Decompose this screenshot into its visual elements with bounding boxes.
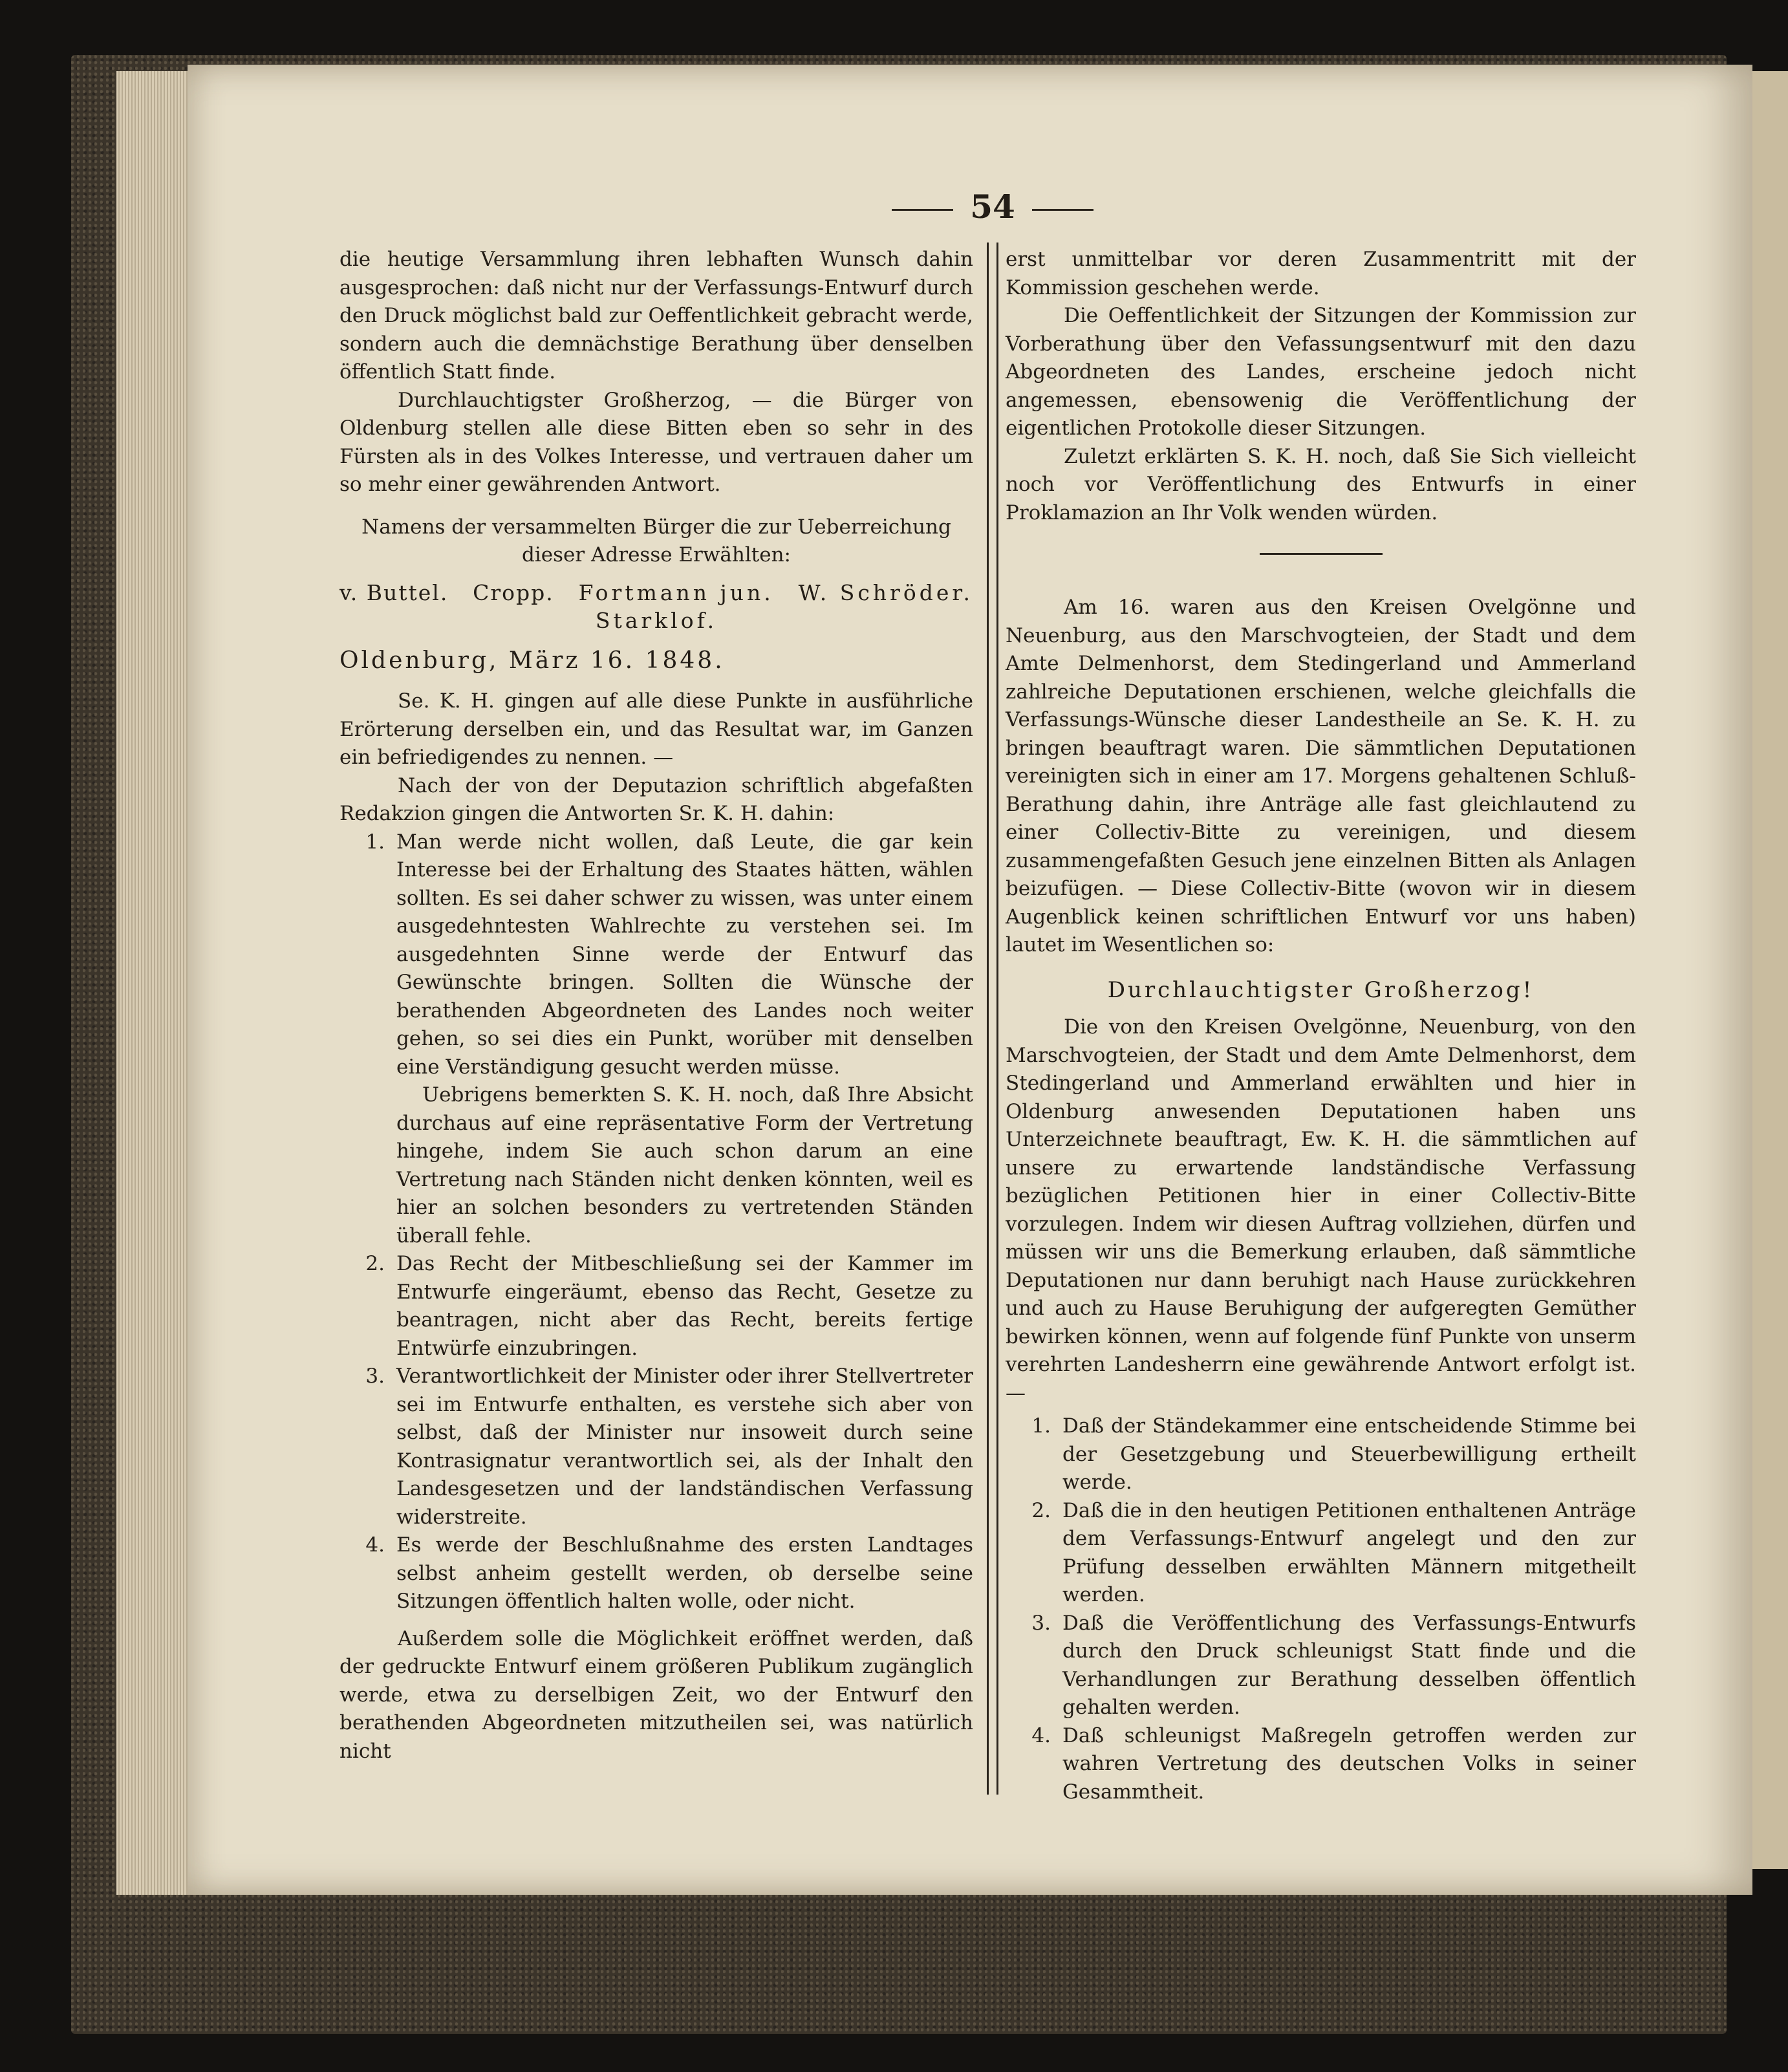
address-heading: Durchlauchtigster Großherzog!: [1107, 977, 1535, 1003]
list-item: [1006, 1412, 1636, 1497]
list-item-text: Das Recht der Mitbeschließung sei der Kammer im Entwurfe eingeräumt, ebenso das Recht, Gesetze zu beantragen, nicht aber das Recht, bereits fertige Entwürfe einzubringen.: [396, 1252, 973, 1360]
column-divider: [987, 243, 998, 1795]
right-paragraph-4: Am 16. waren aus den Kreisen Ovelgönne und Neuenburg, aus den Marschvogteien, der Stadt und dem Amte Delmenhorst, dem Stedingerland und Ammerland zahlreiche Deputationen erschienen, welche gleichfalls die Verfassungs-Wünsche dieser Landestheile an Se. K. H. zu bringen beauftragt waren. Die sämmtlichen Deputationen vereinigten sich in einer am 17. Morgens gehaltenen Schluß-Berathung dahin, ihre Anträge alle fast gleichlautend zu einer Collectiv-Bitte zu vereinigen, und diesem zusammengefaßten Gesuch jene einzelnen Bitten als Anlagen beizufügen. — Diese Collectiv-Bitte (wovon wir in diesem Augenblick keinen schriftlichen Entwurf vor uns haben) lautet im Wesentlichen so:: [1006, 596, 1636, 956]
list-item-text: Es werde der Beschlußnahme des ersten Landtages selbst anheim gestellt werden, ob derselbe seine Sitzungen öffentlich halten wolle, oder nicht.: [396, 1533, 973, 1613]
list-item: [1006, 1610, 1636, 1722]
list-item-text: Daß die Veröffentlichung des Verfassungs-Entwurfs durch den Druck schleunigst Statt finde und die Verhandlungen zur Berathung desselben öffentlich gehalten werden.: [1062, 1611, 1636, 1719]
page-number-value: 54: [970, 188, 1015, 226]
list-item: [1006, 1722, 1636, 1807]
right-paragraph-5: Die von den Kreisen Ovelgönne, Neuenburg, von den Marschvogteien, der Stadt und dem Amte Delmenhorst, dem Stedingerland und Ammerland erwählten und hier in Oldenburg anwesenden Deputationen haben uns Unterzeichnete beauftragt, Ew. K. H. die sämmtlichen auf unsere zu erwartende landständische Verfassung bezüglichen Petitionen hier in einer Collectiv-Bitte vorzulegen. Indem wir diesen Auftrag vollziehen, dürfen und müssen wir uns die Bemerkung erlauben, daß sämmtliche Deputationen nur dann beruhigt nach Hause zurückkehren und auch zu Hause Beruhigung der aufgeregten Gemüther bewirken können, wenn auf folgende fünf Punkte von unserm verehrten Landesherrn eine gewährende Antwort erfolgt ist. —: [1006, 1015, 1636, 1405]
left-paragraph-3: Se. K. H. gingen auf alle diese Punkte in ausführliche Erörterung derselben ein, und das Resultat war, im Ganzen ein befriedigendes zu nennen. —: [339, 689, 973, 769]
right-paragraph-1: erst unmittelbar vor deren Zusammentritt mit der Kommission geschehen werde.: [1006, 248, 1636, 299]
signatory-2: Cropp.: [473, 579, 554, 605]
list-item-number: 3.: [365, 1365, 385, 1388]
left-paragraph-5: Außerdem solle die Möglichkeit eröffnet werden, daß der gedruckte Entwurf einem größeren Publikum zugänglich werde, etwa zu derselbigen Zeit, wo der Entwurf den berathenden Abgeordneten mitzutheilen sei, was natürlich nicht: [339, 1626, 973, 1763]
list-item-number: 2.: [365, 1252, 385, 1275]
signatory-row: [339, 579, 973, 607]
left-column: [339, 246, 973, 1765]
signatory-1: v. Buttel.: [339, 579, 449, 605]
page-number: [857, 188, 1128, 226]
page-number-rule-right: [1032, 209, 1093, 211]
signatory-intro: Namens der versammelten Bürger die zur Ueberreichung dieser Adresse Erwählten:: [361, 515, 951, 567]
dateline: Oldenburg, März 16. 1848.: [339, 647, 725, 674]
list-item-continuation: Uebrigens bemerkten S. K. H. noch, daß Ihre Absicht durchaus auf eine repräsentative Form der Vertretung hingehe, indem Sie auch schon darum an eine Vertretung nach Ständen nicht denken könnten, weil es hier an solchen besonders zu vertretenden Ständen überall fehle.: [396, 1083, 973, 1247]
list-item: [339, 1363, 973, 1531]
left-paragraph-2: Durchlauchtigster Großherzog, — die Bürger von Oldenburg stellen alle diese Bitten eben so sehr in des Fürsten als in des Volkes Interesse, und vertrauen daher um so mehr einer gewährenden Antwort.: [339, 388, 973, 496]
list-item-number: 4.: [365, 1533, 385, 1557]
list-item-text: Daß der Ständekammer eine entscheidende Stimme bei der Gesetzgebung und Steuerbewilligung ertheilt werde.: [1062, 1414, 1636, 1494]
list-item-number: 4.: [1031, 1723, 1051, 1747]
right-paragraph-3: Zuletzt erklärten S. K. H. noch, daß Sie Sich vielleicht noch vor Veröffentlichung des Entwurfs in einer Proklamazion an Ihr Volk wenden würden.: [1006, 444, 1636, 524]
left-paragraph-1: die heutige Versammlung ihren lebhaften Wunsch dahin ausgesprochen: daß nicht nur der Verfassungs-Entwurf durch den Druck möglichst bald zur Oeffentlichkeit gebracht werde, sondern auch die demnächstige Berathung über denselben öffentlich Statt finde.: [339, 248, 973, 383]
list-item-text: Man werde nicht wollen, daß Leute, die gar kein Interesse bei der Erhaltung des Staates hätten, wählen sollten. Es sei daher schwer zu wissen, was unter einem ausgedehntesten Wahlrechte zu verstehen sei. Im ausgedehnten Sinne werde der Entwurf das Gewünschte bringen. Sollten die Wünsche der berathenden Abgeordneten des Landes noch weiter gehen, so sei dies ein Punkt, worüber mit denselben eine Verständigung gesucht werden müsse.: [396, 830, 973, 1079]
list-item-text: Verantwortlichkeit der Minister oder ihrer Stellvertreter sei im Entwurfe enthalten, es verstehe sich aber von selbst, daß der Minister nur insoweit durch seine Kontrasignatur verantwortlich sei, als der Inhalt den Landesgesetzen und der landständischen Verfassung widerstreite.: [396, 1365, 973, 1529]
list-item-number: 2.: [1031, 1498, 1051, 1522]
list-item: [339, 828, 973, 1082]
list-item-number: 3.: [1031, 1611, 1051, 1635]
list-item-text: Daß die in den heutigen Petitionen enthaltenen Anträge dem Verfassungs-Entwurf angelegt und den zur Prüfung desselben erwählten Männern mitgetheilt werden.: [1062, 1498, 1636, 1606]
right-column: [1006, 246, 1636, 1806]
signatory-4: W. Schröder.: [798, 579, 973, 605]
section-rule: [1260, 553, 1383, 555]
list-item-number: 1.: [365, 830, 385, 854]
list-item: [339, 1531, 973, 1616]
left-paragraph-4: Nach der von der Deputazion schriftlich abgefaßten Redakzion gingen die Antworten Sr. K. H. dahin:: [339, 773, 973, 825]
list-item-number: 1.: [1031, 1414, 1051, 1438]
signatory-3: Fortmann jun.: [578, 579, 774, 605]
right-paragraph-2: Die Oeffentlichkeit der Sitzungen der Kommission zur Vorberathung über den Vefassungsentwurf mit den dazu Abgeordneten des Landes, erscheine jedoch nicht angemessen, ebensowenig die Veröffentlichung der eigentlichen Protokolle dieser Sitzungen.: [1006, 304, 1636, 440]
list-item-text: Daß schleunigst Maßregeln getroffen werden zur wahren Vertretung des deutschen Volks in seiner Gesammtheit.: [1062, 1723, 1636, 1804]
list-item: [339, 1250, 973, 1363]
list-item: [1006, 1497, 1636, 1610]
signatory-last: Starklof.: [595, 608, 718, 633]
page-number-rule-left: [892, 209, 953, 211]
